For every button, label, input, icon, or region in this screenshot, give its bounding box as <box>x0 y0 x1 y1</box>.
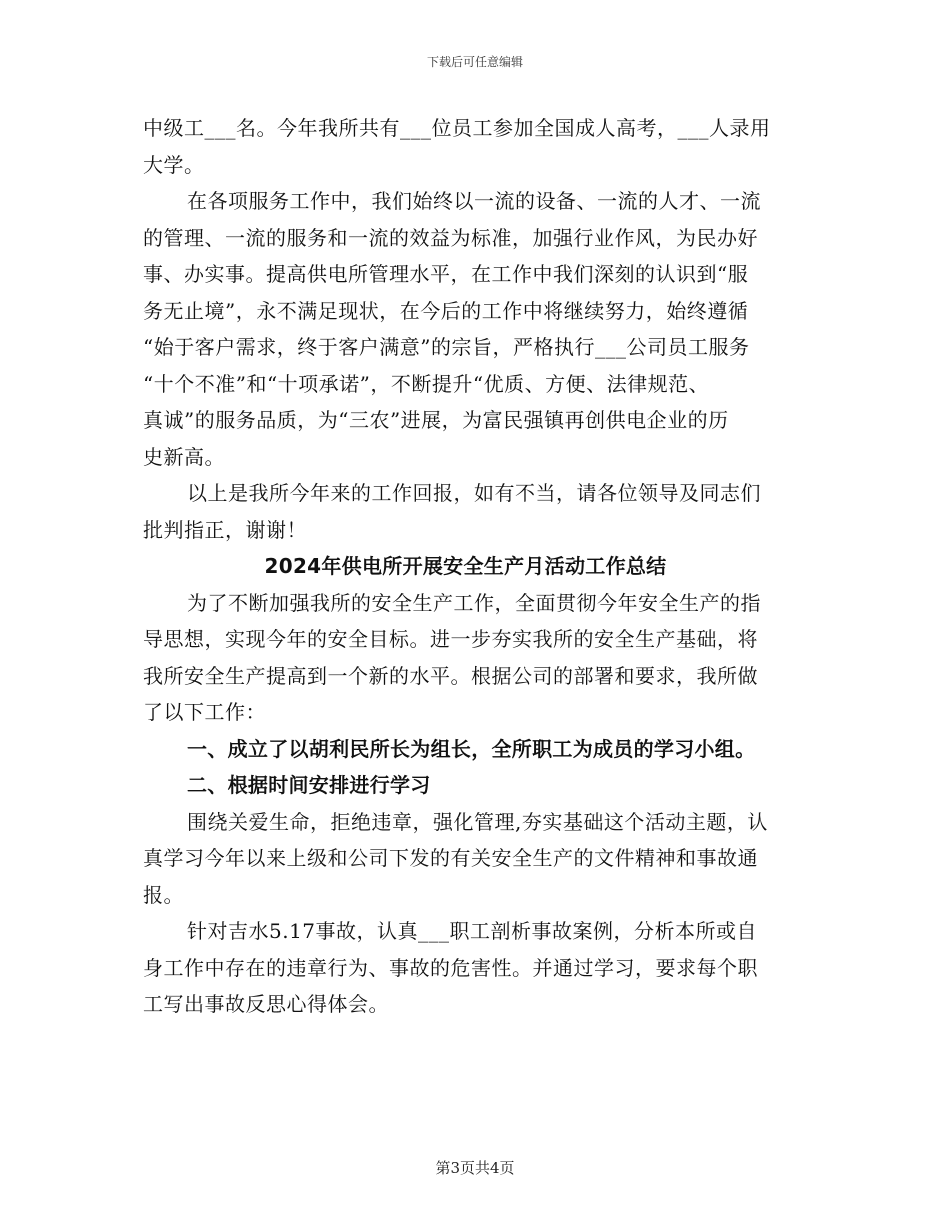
heading-1: 一、成立了以胡利民所长为组长，全所职工为成员的学习小组。 <box>187 736 756 761</box>
text-line: 史新高。 <box>143 444 225 469</box>
text-line: 针对吉水5.17事故，认真___职工剖析事故案例，分析本所或自 <box>187 919 758 943</box>
text-line: “十个不准”和“十项承诺”，不断提升“优质、方便、法律规范、 <box>143 371 710 396</box>
text-line: 身工作中存在的违章行为、事故的危害性。并通过学习，要求每个职 <box>143 955 758 980</box>
paragraph-3 <box>143 475 808 548</box>
section-title: 2024年供电所开展安全生产月活动工作总结 <box>264 554 667 578</box>
text-line: 的管理、一流的服务和一流的效益为标准，加强行业作风，为民办好 <box>143 225 758 250</box>
paragraph-1 <box>143 110 808 183</box>
text-line: “始于客户需求，终于客户满意”的宗旨，严格执行___公司员工服务 <box>143 335 750 359</box>
text-line: 我所安全生产提高到一个新的水平。根据公司的部署和要求，我所做 <box>143 663 758 688</box>
text-line: 中级工___名。今年我所共有___位员工参加全国成人高考，___人录用 <box>143 116 771 140</box>
text-line: 工写出事故反思心得体会。 <box>143 992 389 1016</box>
text-line: 在各项服务工作中，我们始终以一流的设备、一流的人才、一流 <box>187 189 761 213</box>
text-line: 事、办实事。提高供电所管理水平，在工作中我们深刻的认识到“服 <box>143 262 749 286</box>
text-line: 报。 <box>143 882 184 907</box>
paragraph-5 <box>143 804 808 914</box>
text-line: 务无止境”，永不满足现状，在今后的工作中将继续努力，始终遵循 <box>143 298 749 323</box>
paragraph-2 <box>143 183 808 475</box>
header-note: 下载后可任意编辑 <box>426 55 523 69</box>
text-line: 真诚”的服务品质，为“三农”进展，为富民强镇再创供电企业的历 <box>143 408 729 432</box>
text-line: 导思想，实现今年的安全目标。进一步夯实我所的安全生产基础，将 <box>143 627 758 651</box>
text-line: 批判指正，谢谢！ <box>143 517 307 542</box>
text-line: 了以下工作： <box>143 700 266 724</box>
text-line: 真学习今年以来上级和公司下发的有关安全生产的文件精神和事故通 <box>143 846 758 870</box>
page-number: 第3页共4页 <box>435 1159 515 1177</box>
heading-2: 二、根据时间安排进行学习 <box>187 773 431 797</box>
text-line: 为了不断加强我所的安全生产工作，全面贯彻今年安全生产的指 <box>187 590 761 615</box>
document-body <box>143 110 808 1023</box>
text-line: 以上是我所今年来的工作回报，如有不当，请各位领导及同志们 <box>187 481 761 505</box>
paragraph-6 <box>143 913 808 1023</box>
text-line: 围绕关爱生命，拒绝违章，强化管理,夯实基础这个活动主题，认 <box>187 809 768 834</box>
text-line: 大学。 <box>143 152 205 177</box>
paragraph-4 <box>143 585 808 731</box>
